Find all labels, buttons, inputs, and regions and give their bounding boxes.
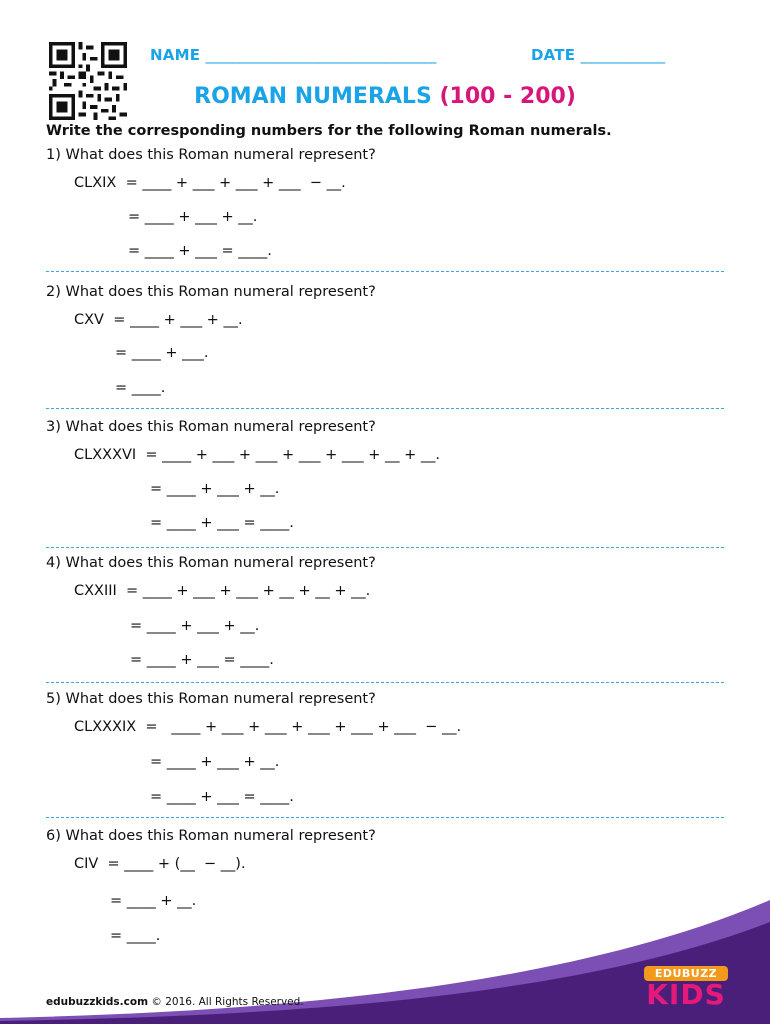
- answer-line: = ____ + ___ + __.: [130, 618, 260, 634]
- title-range: (100 - 200): [439, 84, 576, 109]
- date-line: ___________: [580, 46, 666, 64]
- name-label: NAME: [150, 46, 201, 64]
- question-prompt: 5) What does this Roman numeral represent?: [46, 691, 376, 707]
- edubuzz-kids-logo: [640, 964, 732, 1012]
- answer-line: = ____ + ___ + __.: [128, 209, 258, 225]
- footer-text: [46, 996, 304, 1008]
- title-main: ROMAN NUMERALS: [194, 84, 432, 109]
- answer-line: CXXIII = ____ + ___ + ___ + __ + __ + __.: [74, 583, 371, 599]
- section-divider: [46, 408, 724, 409]
- answer-line: = ____.: [110, 928, 161, 944]
- logo-top-text: EDUBUZZ: [644, 966, 728, 981]
- instructions: Write the corresponding numbers for the following Roman numerals.: [46, 123, 612, 139]
- question-prompt: 1) What does this Roman numeral represent?: [46, 147, 376, 163]
- answer-line: = ____ + ___ = ____.: [128, 243, 272, 259]
- answer-line: CIV = ____ + (__ − __).: [74, 856, 246, 872]
- question-prompt: 2) What does this Roman numeral represent?: [46, 284, 376, 300]
- answer-line: CLXXXIX = ____ + ___ + ___ + ___ + ___ + ___ − __.: [74, 719, 462, 735]
- answer-line: = ____ + ___ = ____.: [150, 515, 294, 531]
- logo-bottom-text: KIDS: [646, 978, 726, 1011]
- answer-line: = ____.: [115, 380, 166, 396]
- footer-rights: © 2016. All Rights Reserved.: [151, 996, 304, 1008]
- answer-line: = ____ + ___ = ____.: [150, 789, 294, 805]
- question-prompt: 3) What does this Roman numeral represent?: [46, 419, 376, 435]
- question-prompt: 4) What does this Roman numeral represent?: [46, 555, 376, 571]
- name-line: ______________________________: [205, 46, 437, 64]
- answer-line: = ____ + __.: [110, 893, 197, 909]
- name-field: [150, 46, 437, 64]
- question-prompt: 6) What does this Roman numeral represent?: [46, 828, 376, 844]
- worksheet-title: [0, 84, 770, 109]
- section-divider: [46, 271, 724, 272]
- answer-line: = ____ + ___ + __.: [150, 481, 280, 497]
- section-divider: [46, 817, 724, 818]
- section-divider: [46, 682, 724, 683]
- answer-line: = ____ + ___ = ____.: [130, 652, 274, 668]
- date-field: [531, 46, 665, 64]
- answer-line: CLXXXVI = ____ + ___ + ___ + ___ + ___ + __ + __.: [74, 447, 440, 463]
- answer-line: = ____ + ___ + __.: [150, 754, 280, 770]
- date-label: DATE: [531, 46, 576, 64]
- section-divider: [46, 547, 724, 548]
- answer-line: CLXIX = ____ + ___ + ___ + ___ − __.: [74, 175, 346, 191]
- answer-line: CXV = ____ + ___ + __.: [74, 312, 243, 328]
- answer-line: = ____ + ___.: [115, 345, 209, 361]
- footer-site: edubuzzkids.com: [46, 996, 149, 1008]
